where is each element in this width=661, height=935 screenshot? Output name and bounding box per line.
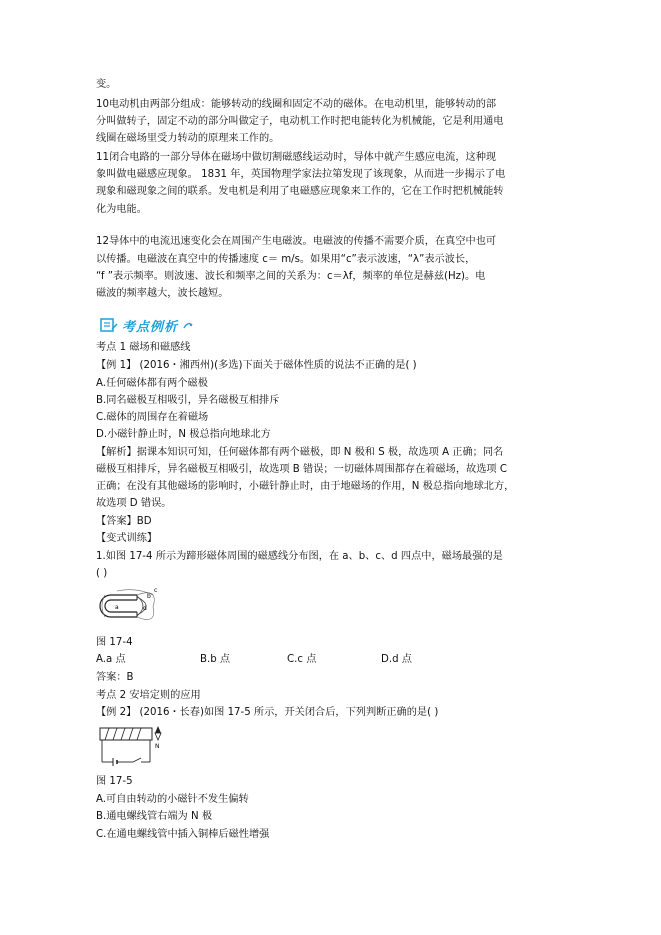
question-1-paren: ( ): [96, 568, 108, 579]
figure-caption: 图 17-5: [96, 776, 133, 787]
text-line: 变。: [96, 79, 117, 90]
choice-d: D.d 点: [381, 654, 412, 665]
figure-caption: 图 17-4: [96, 637, 133, 648]
text-line: 10电动机由两部分组成：能够转动的线圈和固定不动的磁体。在电动机里，能够转动的部: [96, 99, 497, 110]
answer: 【答案】BD: [96, 516, 152, 527]
analysis-line: 磁极互相排斥，异名磁极互相吸引，故选项 B 错误；一切磁体周围都存在着磁场，故选项 C: [96, 464, 507, 475]
text-line: 线圈在磁场里受力转动的原理来工作的。: [96, 133, 280, 144]
point-label-d: d: [143, 605, 147, 612]
option-a: A.任何磁体都有两个磁极: [96, 378, 208, 389]
option-c: C.在通电螺线管中插入铜棒后磁性增强: [96, 829, 270, 840]
solenoid-circuit-figure: [97, 724, 167, 770]
analysis-line: 正确；在没有其他磁场的影响时，小磁针静止时，由于地磁场的作用，N 极总指向地球北方，: [96, 481, 515, 492]
choice-c: C.c 点: [287, 654, 317, 665]
option-b: B.同名磁极互相吸引，异名磁极互相排斥: [96, 395, 280, 406]
text-line: 磁波的频率越大，波长越短。: [96, 288, 229, 299]
kaodian-1: 考点 1 磁场和磁感线: [96, 342, 191, 353]
kaodian-2: 考点 2 安培定则的应用: [96, 690, 201, 701]
text-line: 现象和磁现象之间的联系。发电机是利用了电磁感应现象来工作的，它在工作时把机械能转: [96, 186, 504, 197]
section-title: 考点例析: [122, 319, 179, 335]
variant-training: 【变式训练】: [96, 533, 158, 544]
text-line: 12导体中的电流迅速变化会在周围产生电磁波。电磁波的传播不需要介质，在真空中也可: [96, 236, 497, 247]
option-b: B.通电螺线管右端为 N 极: [96, 811, 213, 822]
analysis-line: 【解析】据课本知识可知，任何磁体都有两个磁极，即 N 极和 S 极，故选项 A 正确；同名: [96, 447, 504, 458]
answer-b: 答案：B: [96, 672, 134, 683]
example-2: 【例 2】 (2016・长春)如图 17-5 所示，开关闭合后，下列判断正确的是( ): [96, 707, 439, 718]
notebook-icon: [100, 317, 118, 333]
analysis-line: 故选项 D 错误。: [96, 498, 172, 509]
example-1: 【例 1】 (2016・湘西州)(多选)下面关于磁体性质的说法不正确的是( ): [96, 360, 417, 371]
text-line: 象叫做电磁感应现象。 1831 年，英国物理学家法拉第发现了该现象，从而进一步揭示了电: [96, 169, 506, 180]
text-line: 分叫做转子，固定不动的部分叫做定子，电动机工作时把电能转化为机械能，它是利用通电: [96, 116, 504, 127]
text-line: “f ”表示频率。则波速、波长和频率之间的关系为：c＝λf，频率的单位是赫兹(Hz)。电: [96, 271, 486, 282]
text-line: 化为电能。: [96, 204, 147, 215]
section-banner: [100, 316, 194, 334]
text-line: 以传播。电磁波在真空中的传播速度 c＝ m/s。如果用“c”表示波速，“λ”表示波长，: [96, 254, 476, 265]
question-1: 1.如图 17-4 所示为蹄形磁体周围的磁感线分布图，在 a、b、c、d 四点中，磁场最强的是: [96, 551, 503, 562]
decorative-swirl-icon: [182, 320, 194, 330]
text-line: 11闭合电路的一部分导体在磁场中做切割磁感线运动时，导体中就产生感应电流，这种现: [96, 152, 497, 163]
option-d: D.小磁针静止时，N 极总指向地球北方: [96, 429, 271, 440]
option-a: A.可自由转动的小磁针不发生偏转: [96, 794, 249, 805]
point-label-a: a: [115, 604, 119, 611]
point-label-c: c: [154, 587, 158, 594]
option-c: C.磁体的周围存在着磁场: [96, 412, 209, 423]
point-label-b: b: [147, 593, 151, 600]
horseshoe-magnet-figure: [97, 583, 159, 629]
choice-a: A.a 点: [96, 654, 126, 665]
choice-b: B.b 点: [200, 654, 231, 665]
compass-n-label: N: [155, 743, 160, 750]
